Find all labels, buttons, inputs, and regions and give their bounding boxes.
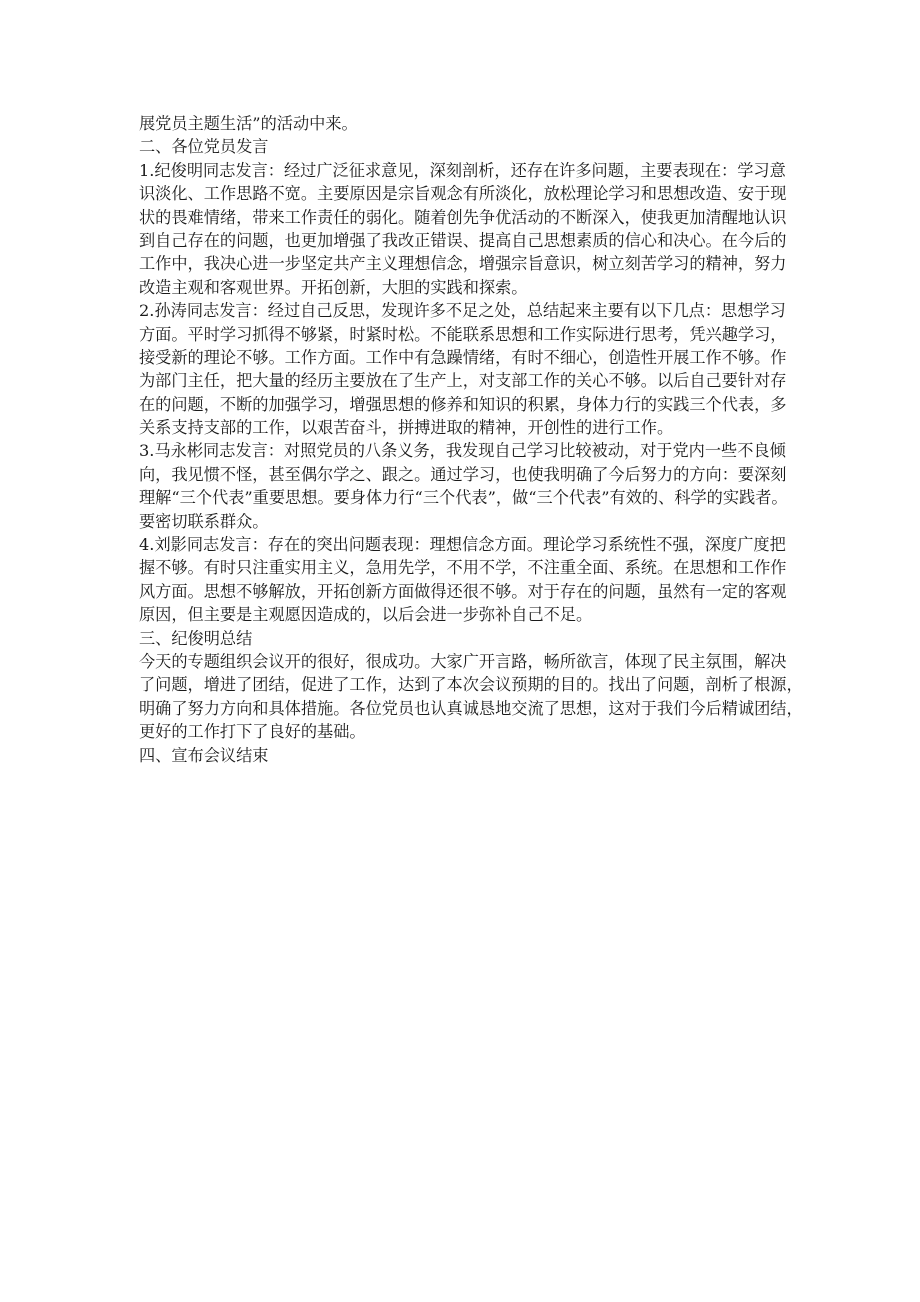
text-line: 1.纪俊明同志发言：经过广泛征求意见，深刻剖析，还存在许多问题，主要表现在：学习意 [139, 160, 786, 180]
text-line: 接受新的理论不够。工作方面。工作中有急躁情绪，有时不细心，创造性开展工作不够。作 [139, 347, 787, 367]
text-line: 改造主观和客观世界。开拓创新，大胆的实践和探索。 [139, 277, 528, 297]
text-line: 4.刘影同志发言：存在的突出问题表现：理想信念方面。理论学习系统性不强，深度广度把 [139, 535, 786, 555]
text-line: 为部门主任，把大量的经历主要放在了生产上，对支部工作的关心不够。以后自己要针对存 [139, 371, 787, 391]
text-line: 风方面。思想不够解放，开拓创新方面做得还很不够。对于存在的问题，虽然有一定的客观 [139, 581, 787, 601]
text-line: 在的问题，不断的加强学习，增强思想的修养和知识的积累，身体力行的实践三个代表，多 [139, 394, 787, 414]
text-line: 四、宣布会议结束 [139, 745, 269, 765]
text-line: 到自己存在的问题，也更加增强了我改正错误、提高自己思想素质的信心和决心。在今后的 [139, 230, 787, 250]
text-line: 3.马永彬同志发言：对照党员的八条义务，我发现自己学习比较被动，对于党内一些不良倾 [139, 441, 786, 461]
text-line: 识淡化、工作思路不宽。主要原因是宗旨观念有所淡化，放松理论学习和思想改造、安于现 [139, 184, 787, 204]
text-line: 更好的工作打下了良好的基础。 [139, 722, 366, 742]
text-line: 2.孙涛同志发言：经过自己反思，发现许多不足之处，总结起来主要有以下几点：思想学习 [139, 301, 786, 321]
text-line: 方面。平时学习抓得不够紧，时紧时松。不能联系思想和工作实际进行思考，凭兴趣学习， [139, 324, 787, 344]
text-line: 向，我见惯不怪，甚至偶尔学之、跟之。通过学习，也使我明确了今后努力的方向：要深刻 [139, 464, 787, 484]
document-page [139, 112, 803, 767]
text-line: 二、各位党员发言 [139, 137, 269, 157]
text-line: 理解“三个代表”重要思想。要身体力行“三个代表”，做“三个代表”有效的、科学的实践者。 [139, 488, 788, 508]
text-line: 展党员主题生活”的活动中来。 [139, 114, 358, 133]
text-line: 了问题，增进了团结，促进了工作，达到了本次会议预期的目的。找出了问题，剖析了根源， [139, 675, 803, 695]
text-line: 今天的专题组织会议开的很好，很成功。大家广开言路，畅所欲言，体现了民主氛围，解决 [139, 651, 787, 671]
text-line: 关系支持支部的工作，以艰苦奋斗，拼搏进取的精神，开创性的进行工作。 [139, 418, 674, 438]
text-line: 工作中，我决心进一步坚定共产主义理想信念，增强宗旨意识，树立刻苦学习的精神，努力 [139, 254, 787, 274]
text-line: 明确了努力方向和具体措施。各位党员也认真诚恳地交流了思想，这对于我们今后精诚团结， [139, 698, 803, 718]
text-line: 握不够。有时只注重实用主义，急用先学，不用不学，不注重全面、系统。在思想和工作作 [139, 558, 787, 578]
text-line: 三、纪俊明总结 [139, 628, 253, 648]
text-line: 原因，但主要是主观愿因造成的，以后会进一步弥补自己不足。 [139, 605, 593, 625]
text-line: 要密切联系群众。 [139, 511, 269, 531]
text-line: 状的畏难情绪，带来工作责任的弱化。随着创先争优活动的不断深入，使我更加清醒地认识 [139, 207, 787, 227]
